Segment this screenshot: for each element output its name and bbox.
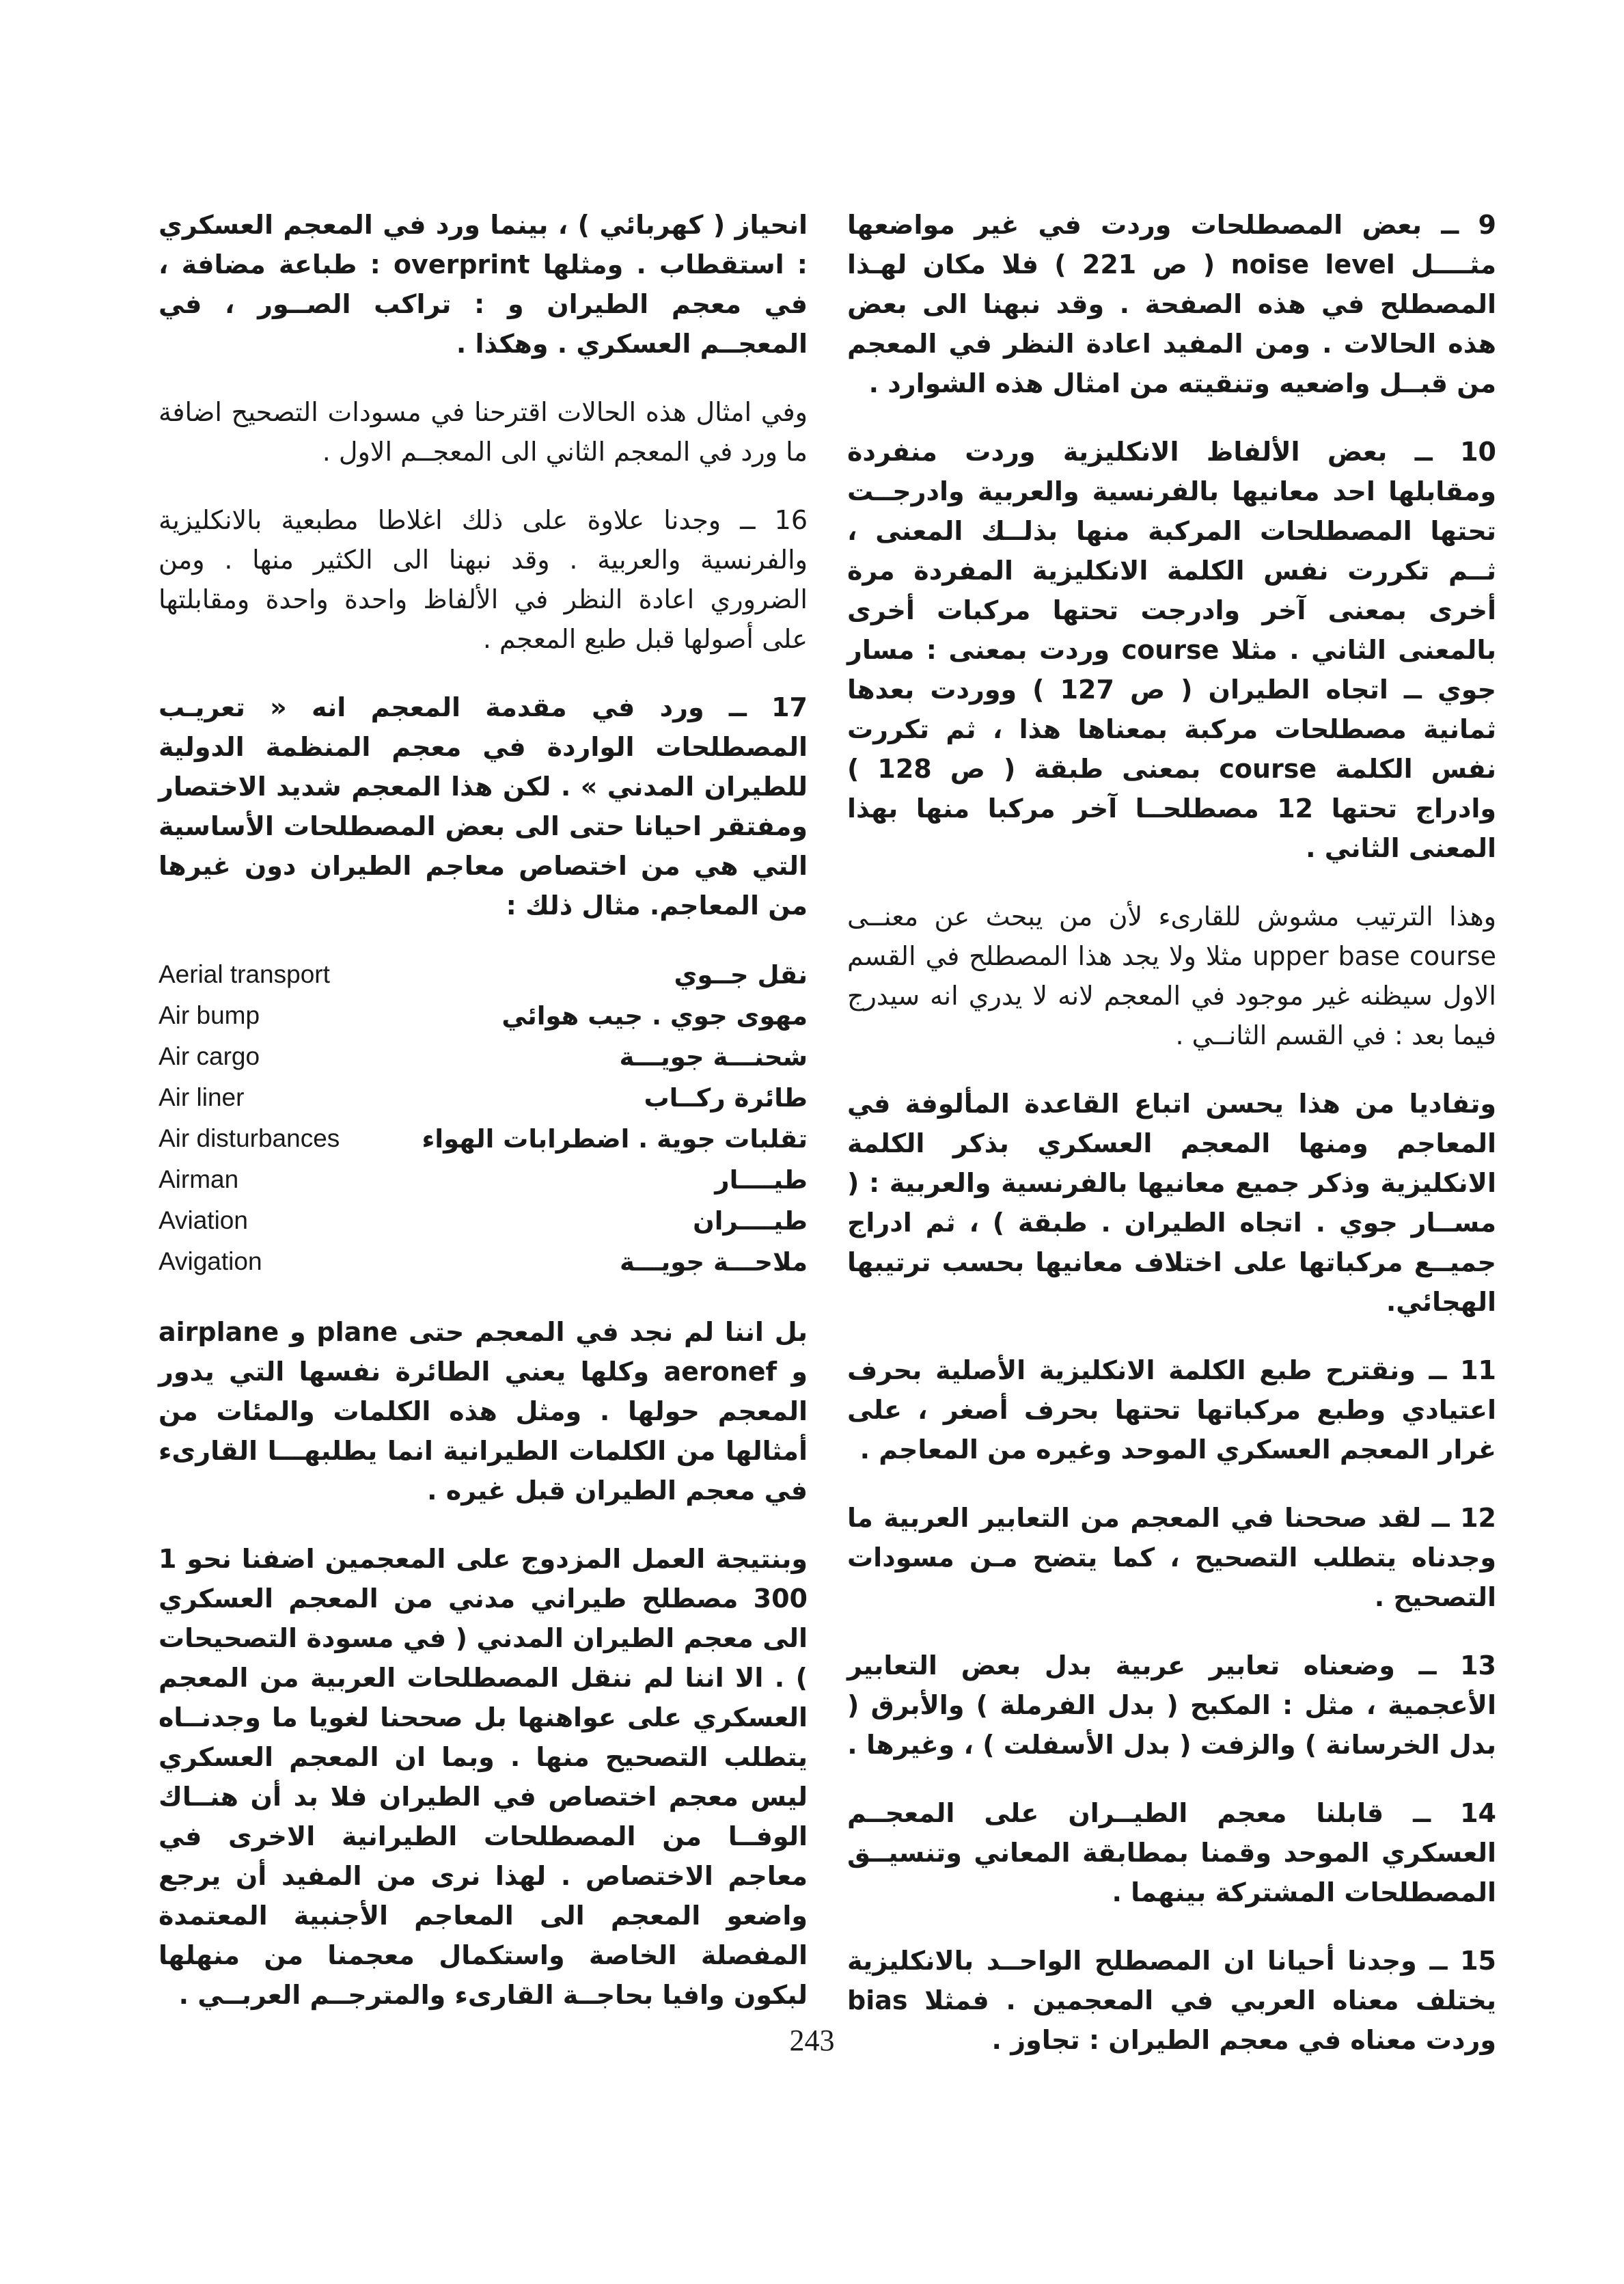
glossary-row	[159, 1036, 808, 1077]
glossary-term-ar: ملاحـــة جويـــة	[619, 1247, 808, 1277]
paragraph-15-continued: انحياز ( كهربائي ) ، بينما ورد في المعجم العسكري : استقطاب . ومثلها overprint : طباعة مضافة ، في معجم الطيران و : تراكب الصــور ، في المعجــم العسكري . وهكذا .	[159, 210, 808, 359]
paragraph-suggestion: وفي امثال هذه الحالات اقترحنا في مسودات التصحيح اضافة ما ورد في المعجم الثاني الى المعجــم الاول .	[159, 397, 808, 467]
glossary-term-en: Air disturbances	[159, 1124, 340, 1152]
glossary-term-ar: شحنـــة جويـــة	[619, 1042, 808, 1072]
glossary-term-en: Air bump	[159, 1001, 260, 1029]
paragraph-13: 13 ــ وضعناه تعابير عربية بدل بعض التعابير الأعجمية ، مثل : المكبح ( بدل الفرملة ) والأبرق ( بدل الخرسانة ) والزفت ( بدل الأسفلت ) ، وغيرها .	[847, 1650, 1496, 1760]
paragraph-11: 11 ــ ونقترح طبع الكلمة الانكليزية الأصلية بحرف اعتيادي وطبع مركباتها تحتها بحرف أصغر ، على غرار المعجم العسكري الموحد وغيره من المعاجم .	[847, 1355, 1496, 1465]
paragraph-missing-terms: بل اننا لم نجد في المعجم حتى plane و airplane و aeronef وكلها يعني الطائرة نفسها التي يدور المعجم حولها . ومثل هذه الكلمات والمئات من أمثالها من الكلمات الطيرانية انما يطلبهـــا القارىء في معجم الطيران قبل غيره .	[159, 1317, 808, 1506]
paragraph-15: 15 ــ وجدنا أحيانا ان المصطلح الواحــد بالانكليزية يختلف معناه العربي في المعجمين . فمثلا bias وردت معناه في معجم الطيران : تجاوز .	[847, 1946, 1496, 2055]
paragraph-14: 14 ــ قابلنا معجم الطيــران على المعجــم العسكري الموحد وقمنا بمطابقة المعاني وتنسيــق المصطلحات المشتركة بينهما .	[847, 1798, 1496, 1907]
glossary-term-en: Aviation	[159, 1206, 248, 1234]
paragraph-conclusion: وبنتيجة العمل المزدوج على المعجمين اضفنا نحو 1 300 مصطلح طيراني مدني من المعجم العسكري الى معجم الطيران المدني ( في مسودة التصحيحات ) . الا اننا لم ننقل المصطلحات العربية من المعجم العسكري على عواهنها بل صححنا لغويا ما وجدنــاه يتطلب التصحيح منها . وبما ان المعجم العسكري ليس معجم اختصاص في الطيران فلا بد أن هنــاك الوفــا من المصطلحات الطيرانية الاخرى في معاجم الاختصاص . لهذا نرى من المفيد أن يرجع واضعو المعجم الى المعاجم الأجنبية المعتمدة المفصلة الخاصة واستكمال معجمنا من منهلها لبكون وافيا بحاجــة القارىء والمترجــم العربــي .	[159, 1544, 808, 2010]
glossary-row	[159, 995, 808, 1036]
glossary-term-ar: طيــــار	[715, 1165, 808, 1195]
glossary-term-en: Airman	[159, 1165, 239, 1193]
paragraph-10-remedy: وتفاديا من هذا يحسن اتباع القاعدة المألوفة في المعاجم ومنها المعجم العسكري بذكر الكلمة الانكليزية وذكر جميع معانيها بالفرنسية والعربية : ( مســار جوي . اتجاه الطيران . طبقة ) ، ثم ادراج جميــع مركباتها على اختلاف معانيها بحسب ترتيبها الهجائي.	[847, 1089, 1496, 1317]
glossary-term-en: Avigation	[159, 1247, 262, 1275]
glossary-term-en: Aerial transport	[159, 960, 330, 988]
paragraph-9: 9 ــ بعض المصطلحات وردت في غير مواضعها مثــــل noise level ( ص 221 ) فلا مكان لهـذا المصطلح في هذه الصفحة . وقد نبهنا الى بعض هذه الحالات . ومن المفيد اعادة النظر في المعجم من قبــل واضعيه وتنقيته من امثال هذه الشوارد .	[847, 210, 1496, 398]
glossary-row	[159, 1241, 808, 1282]
glossary-row	[159, 1200, 808, 1241]
glossary-term-ar: تقلبات جوية . اضطرابات الهواء	[422, 1124, 808, 1154]
paragraph-16: 16 ــ وجدنا علاوة على ذلك اغلاطا مطبعية بالانكليزية والفرنسية والعربية . وقد نبهنا الى الكثير منها . ومن الضروري اعادة النظر في الألفاظ واحدة واحدة ومقابلتها على أصولها قبل طبع المعجم .	[159, 505, 808, 654]
glossary-term-ar: مهوى جوي . جيب هوائي	[501, 1001, 808, 1031]
glossary-table	[159, 954, 808, 1282]
glossary-term-en: Air cargo	[159, 1042, 260, 1070]
glossary-row	[159, 1077, 808, 1118]
paragraph-10-note: وهذا الترتيب مشوش للقارىء لأن من يبحث عن معنــى upper base course مثلا ولا يجد هذا المصطلح في القسم الاول سيظنه غير موجود في المعجم لانه لا يدري انه سيدرج فيما بعد : في القسم الثانــي .	[847, 901, 1496, 1050]
glossary-row	[159, 1118, 808, 1159]
glossary-row	[159, 1159, 808, 1200]
glossary-row	[159, 954, 808, 995]
page-number: 243	[789, 2024, 835, 2057]
glossary-term-ar: طيــــران	[693, 1206, 808, 1236]
paragraph-10: 10 ــ بعض الألفاظ الانكليزية وردت منفردة ومقابلها احد معانيها بالفرنسية والعربية وادرجــت تحتها المصطلحات المركبة منها بذلــك المعنى ، ثــم تكررت نفس الكلمة الانكليزية المفردة مرة أخرى بمعنى آخر وادرجت تحتها مركبات أخرى بالمعنى الثاني . مثلا course وردت بمعنى : مسار جوي ــ اتجاه الطيران ( ص 127 ) ووردت بعدها ثمانية مصطلحات مركبة بمعناها هذا ، ثم تكررت نفس الكلمة course بمعنى طبقة ( ص 128 ) وادراج تحتها 12 مصطلحــا آخر مركبا منها بهذا المعنى الثاني .	[847, 437, 1497, 863]
right-column	[847, 205, 1496, 2089]
paragraph-12: 12 ــ لقد صححنا في المعجم من التعابير العربية ما وجدناه يتطلب التصحيح ، كما يتضح مـن مسودات التصحيح .	[847, 1503, 1496, 1612]
glossary-term-ar: طائرة ركــاب	[644, 1083, 808, 1113]
glossary-term-en: Air liner	[159, 1083, 245, 1111]
left-column	[159, 205, 808, 2043]
glossary-term-ar: نقل جــوي	[674, 960, 808, 990]
paragraph-17: 17 ــ ورد في مقدمة المعجم انه « تعريـب المصطلحات الواردة في معجم المنظمة الدولية للطيران المدني » . لكن هذا المعجم شديد الاختصار ومفتقر احيانا حتى الى بعض المصطلحات الأساسية التي هي من اختصاص معاجم الطيران دون غيرها من المعاجم. مثال ذلك :	[159, 692, 808, 921]
